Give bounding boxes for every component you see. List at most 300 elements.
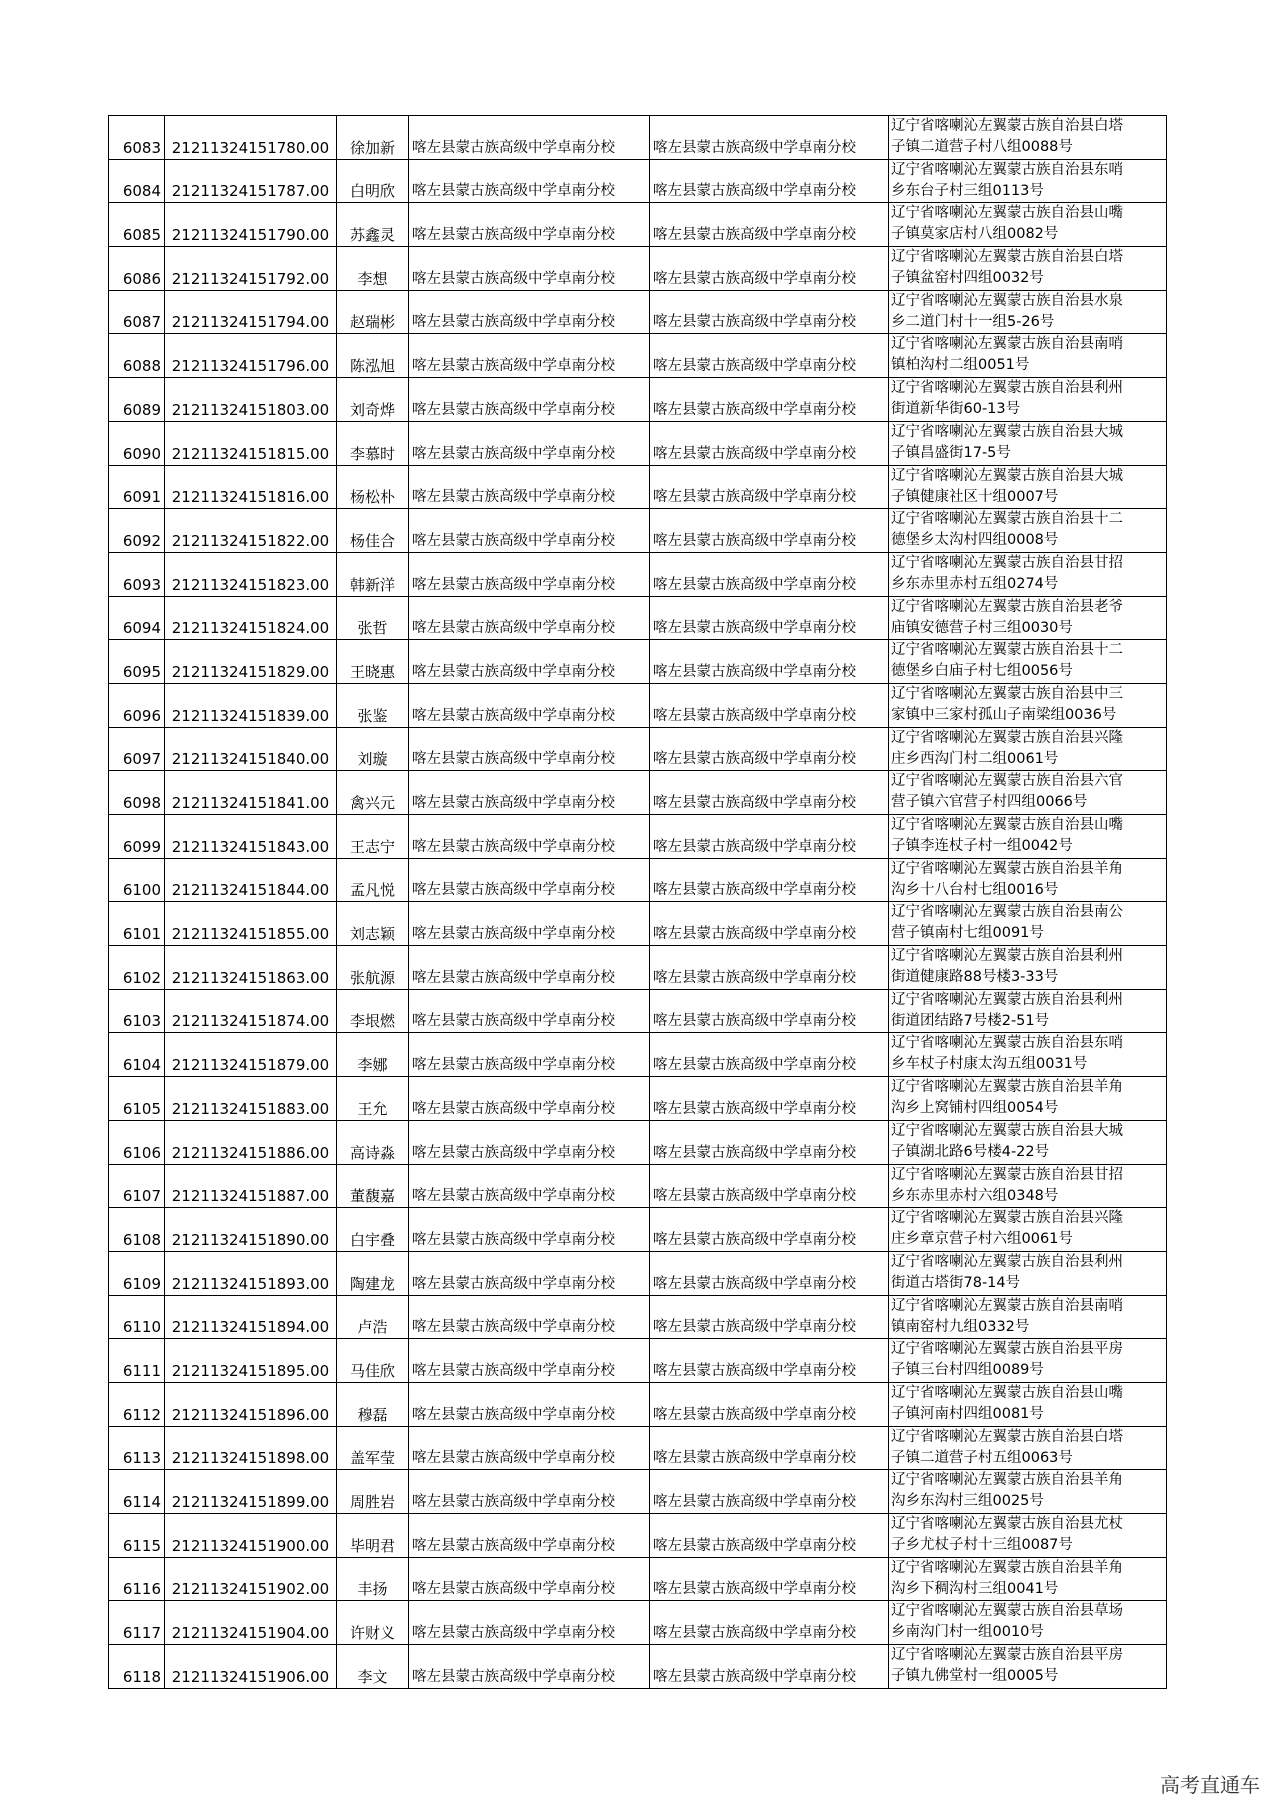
address-line-2: 子镇李连杖子村一组0042号	[891, 838, 1073, 854]
exam-id-cell: 21211324151815.00	[165, 421, 337, 465]
address-cell	[889, 1208, 1167, 1252]
address-line-2: 子镇九佛堂村一组0005号	[891, 1668, 1059, 1685]
seq-cell: 6109	[109, 1251, 165, 1295]
address-cell	[889, 509, 1167, 553]
exam-id-cell: 21211324151816.00	[165, 465, 337, 509]
seq-cell: 6115	[109, 1514, 165, 1558]
address-cell	[889, 1426, 1167, 1470]
address-line-1: 辽宁省喀喇沁左翼蒙古族自治县水泉	[891, 292, 1123, 309]
name-cell: 王晓惠	[337, 640, 409, 684]
table-row	[109, 1208, 1167, 1252]
school-from-cell: 喀左县蒙古族高级中学卓南分校	[409, 815, 650, 859]
name-cell: 李慕时	[337, 421, 409, 465]
school-from-cell: 喀左县蒙古族高级中学卓南分校	[409, 727, 650, 771]
seq-cell: 6107	[109, 1164, 165, 1208]
table-row	[109, 1033, 1167, 1077]
name-cell: 白明欣	[337, 159, 409, 203]
address-line-2: 子镇湖北路6号楼4-22号	[891, 1143, 1050, 1160]
seq-cell: 6096	[109, 683, 165, 727]
address-cell	[889, 858, 1167, 902]
address-cell	[889, 378, 1167, 422]
table-row	[109, 1557, 1167, 1601]
seq-cell: 6100	[109, 858, 165, 902]
address-line-1: 辽宁省喀喇沁左翼蒙古族自治县中三	[891, 685, 1123, 702]
exam-id-cell: 21211324151844.00	[165, 858, 337, 902]
address-line-1: 辽宁省喀喇沁左翼蒙古族自治县老爷	[891, 598, 1123, 615]
exam-id-cell: 21211324151843.00	[165, 815, 337, 859]
table-row	[109, 159, 1167, 203]
address-line-1: 辽宁省喀喇沁左翼蒙古族自治县草场	[891, 1603, 1123, 1620]
school-from-cell: 喀左县蒙古族高级中学卓南分校	[409, 116, 650, 160]
seq-cell: 6097	[109, 727, 165, 771]
address-line-1: 辽宁省喀喇沁左翼蒙古族自治县平房	[891, 1647, 1123, 1664]
address-line-1: 辽宁省喀喇沁左翼蒙古族自治县羊角	[891, 1472, 1123, 1489]
address-line-1: 辽宁省喀喇沁左翼蒙古族自治县六官	[891, 773, 1123, 790]
exam-id-cell: 21211324151855.00	[165, 902, 337, 946]
address-line-1: 辽宁省喀喇沁左翼蒙古族自治县甘招	[891, 1166, 1123, 1183]
address-line-2: 沟乡东沟村三组0025号	[891, 1493, 1044, 1510]
name-cell: 董馥嘉	[337, 1164, 409, 1208]
address-line-1: 辽宁省喀喇沁左翼蒙古族自治县十二	[891, 642, 1123, 659]
address-line-1: 辽宁省喀喇沁左翼蒙古族自治县大城	[891, 1122, 1123, 1139]
address-line-2: 子镇二道营子村八组0088号	[891, 139, 1073, 155]
table-row	[109, 1601, 1167, 1645]
seq-cell: 6091	[109, 465, 165, 509]
table-row	[109, 1251, 1167, 1295]
exam-id-cell: 21211324151840.00	[165, 727, 337, 771]
exam-id-cell: 21211324151894.00	[165, 1295, 337, 1339]
school-from-cell: 喀左县蒙古族高级中学卓南分校	[409, 465, 650, 509]
address-line-2: 沟乡十八台村七组0016号	[891, 881, 1059, 898]
name-cell: 杨佳合	[337, 509, 409, 553]
name-cell: 张哲	[337, 596, 409, 640]
school-from-cell: 喀左县蒙古族高级中学卓南分校	[409, 1295, 650, 1339]
school-from-cell: 喀左县蒙古族高级中学卓南分校	[409, 946, 650, 990]
name-cell: 卢浩	[337, 1295, 409, 1339]
address-line-2: 子镇三台村四组0089号	[891, 1362, 1044, 1379]
table-row	[109, 1164, 1167, 1208]
seq-cell: 6088	[109, 334, 165, 378]
school-to-cell: 喀左县蒙古族高级中学卓南分校	[650, 1251, 889, 1295]
seq-cell: 6103	[109, 989, 165, 1033]
school-to-cell: 喀左县蒙古族高级中学卓南分校	[650, 159, 889, 203]
school-from-cell: 喀左县蒙古族高级中学卓南分校	[409, 159, 650, 203]
address-line-2: 乡二道门村十一组5-26号	[891, 313, 1055, 330]
seq-cell: 6093	[109, 552, 165, 596]
address-line-2: 庄乡章京营子村六组0061号	[891, 1231, 1073, 1248]
address-cell	[889, 552, 1167, 596]
school-from-cell: 喀左县蒙古族高级中学卓南分校	[409, 1557, 650, 1601]
exam-id-cell: 21211324151900.00	[165, 1514, 337, 1558]
name-cell: 李娜	[337, 1033, 409, 1077]
seq-cell: 6104	[109, 1033, 165, 1077]
seq-cell: 6094	[109, 596, 165, 640]
school-to-cell: 喀左县蒙古族高级中学卓南分校	[650, 1033, 889, 1077]
exam-id-cell: 21211324151886.00	[165, 1120, 337, 1164]
address-cell	[889, 1120, 1167, 1164]
school-from-cell: 喀左县蒙古族高级中学卓南分校	[409, 1251, 650, 1295]
name-cell: 赵瑞彬	[337, 290, 409, 334]
school-to-cell: 喀左县蒙古族高级中学卓南分校	[650, 116, 889, 160]
seq-cell: 6116	[109, 1557, 165, 1601]
address-cell	[889, 815, 1167, 859]
address-cell	[889, 1295, 1167, 1339]
school-to-cell: 喀左县蒙古族高级中学卓南分校	[650, 1382, 889, 1426]
seq-cell: 6111	[109, 1339, 165, 1383]
table-row	[109, 771, 1167, 815]
school-to-cell: 喀左县蒙古族高级中学卓南分校	[650, 596, 889, 640]
roster-body	[109, 116, 1167, 1689]
name-cell: 盖军莹	[337, 1426, 409, 1470]
table-row	[109, 946, 1167, 990]
school-to-cell: 喀左县蒙古族高级中学卓南分校	[650, 1208, 889, 1252]
school-from-cell: 喀左县蒙古族高级中学卓南分校	[409, 1164, 650, 1208]
table-row	[109, 815, 1167, 859]
address-line-2: 营子镇六官营子村四组0066号	[891, 794, 1088, 811]
address-line-2: 子乡尤杖子村十三组0087号	[891, 1537, 1073, 1553]
address-cell	[889, 1601, 1167, 1645]
address-line-2: 沟乡上窝铺村四组0054号	[891, 1100, 1059, 1117]
address-line-2: 沟乡下稠沟村三组0041号	[891, 1580, 1059, 1597]
school-to-cell: 喀左县蒙古族高级中学卓南分校	[650, 509, 889, 553]
address-line-1: 辽宁省喀喇沁左翼蒙古族自治县东哨	[891, 161, 1123, 178]
school-to-cell: 喀左县蒙古族高级中学卓南分校	[650, 465, 889, 509]
table-row	[109, 378, 1167, 422]
name-cell: 苏鑫灵	[337, 203, 409, 247]
table-row	[109, 421, 1167, 465]
table-row	[109, 465, 1167, 509]
school-to-cell: 喀左县蒙古族高级中学卓南分校	[650, 203, 889, 247]
school-from-cell: 喀左县蒙古族高级中学卓南分校	[409, 1208, 650, 1252]
address-cell	[889, 1514, 1167, 1558]
address-line-2: 庄乡西沟门村二组0061号	[891, 750, 1059, 767]
address-line-1: 辽宁省喀喇沁左翼蒙古族自治县平房	[891, 1341, 1123, 1358]
address-cell	[889, 465, 1167, 509]
address-line-1: 辽宁省喀喇沁左翼蒙古族自治县东哨	[891, 1035, 1123, 1052]
address-line-1: 辽宁省喀喇沁左翼蒙古族自治县利州	[891, 380, 1123, 397]
address-line-2: 子镇莫家店村八组0082号	[891, 226, 1059, 243]
school-to-cell: 喀左县蒙古族高级中学卓南分校	[650, 815, 889, 859]
school-from-cell: 喀左县蒙古族高级中学卓南分校	[409, 1601, 650, 1645]
address-line-1: 辽宁省喀喇沁左翼蒙古族自治县甘招	[891, 554, 1123, 571]
seq-cell: 6108	[109, 1208, 165, 1252]
school-to-cell: 喀左县蒙古族高级中学卓南分校	[650, 1077, 889, 1121]
address-cell	[889, 771, 1167, 815]
school-to-cell: 喀左县蒙古族高级中学卓南分校	[650, 946, 889, 990]
seq-cell: 6118	[109, 1645, 165, 1689]
seq-cell: 6086	[109, 247, 165, 291]
address-cell	[889, 727, 1167, 771]
exam-id-cell: 21211324151899.00	[165, 1470, 337, 1514]
school-from-cell: 喀左县蒙古族高级中学卓南分校	[409, 1426, 650, 1470]
seq-cell: 6117	[109, 1601, 165, 1645]
address-line-1: 辽宁省喀喇沁左翼蒙古族自治县南哨	[891, 336, 1123, 353]
address-cell	[889, 1251, 1167, 1295]
school-from-cell: 喀左县蒙古族高级中学卓南分校	[409, 1033, 650, 1077]
name-cell: 刘奇烨	[337, 378, 409, 422]
school-from-cell: 喀左县蒙古族高级中学卓南分校	[409, 1382, 650, 1426]
address-line-2: 乡东赤里赤村六组0348号	[891, 1187, 1059, 1204]
seq-cell: 6095	[109, 640, 165, 684]
address-line-1: 辽宁省喀喇沁左翼蒙古族自治县利州	[891, 991, 1123, 1008]
table-row	[109, 727, 1167, 771]
exam-id-cell: 21211324151906.00	[165, 1645, 337, 1689]
school-to-cell: 喀左县蒙古族高级中学卓南分校	[650, 858, 889, 902]
exam-id-cell: 21211324151796.00	[165, 334, 337, 378]
school-from-cell: 喀左县蒙古族高级中学卓南分校	[409, 1120, 650, 1164]
address-line-2: 子镇昌盛街17-5号	[891, 444, 1011, 461]
exam-id-cell: 21211324151780.00	[165, 116, 337, 160]
address-line-2: 子镇盆窑村四组0032号	[891, 270, 1044, 287]
school-to-cell: 喀左县蒙古族高级中学卓南分校	[650, 727, 889, 771]
school-to-cell: 喀左县蒙古族高级中学卓南分校	[650, 421, 889, 465]
address-cell	[889, 989, 1167, 1033]
address-line-2: 街道新华街60-13号	[891, 401, 1021, 418]
school-from-cell: 喀左县蒙古族高级中学卓南分校	[409, 552, 650, 596]
name-cell: 李垠燃	[337, 989, 409, 1033]
name-cell: 张航源	[337, 946, 409, 990]
school-to-cell: 喀左县蒙古族高级中学卓南分校	[650, 1339, 889, 1383]
address-line-1: 辽宁省喀喇沁左翼蒙古族自治县利州	[891, 1253, 1123, 1270]
school-to-cell: 喀左县蒙古族高级中学卓南分校	[650, 1164, 889, 1208]
name-cell: 王志宁	[337, 815, 409, 859]
address-line-1: 辽宁省喀喇沁左翼蒙古族自治县白塔	[891, 118, 1123, 134]
seq-cell: 6083	[109, 116, 165, 160]
name-cell: 陈泓旭	[337, 334, 409, 378]
school-to-cell: 喀左县蒙古族高级中学卓南分校	[650, 1426, 889, 1470]
address-line-2: 子镇二道营子村五组0063号	[891, 1449, 1073, 1466]
address-cell	[889, 290, 1167, 334]
exam-id-cell: 21211324151890.00	[165, 1208, 337, 1252]
exam-id-cell: 21211324151874.00	[165, 989, 337, 1033]
exam-id-cell: 21211324151839.00	[165, 683, 337, 727]
exam-id-cell: 21211324151879.00	[165, 1033, 337, 1077]
school-to-cell: 喀左县蒙古族高级中学卓南分校	[650, 1645, 889, 1689]
school-to-cell: 喀左县蒙古族高级中学卓南分校	[650, 989, 889, 1033]
name-cell: 王允	[337, 1077, 409, 1121]
name-cell: 张鉴	[337, 683, 409, 727]
school-from-cell: 喀左县蒙古族高级中学卓南分校	[409, 1645, 650, 1689]
address-line-2: 镇柏沟村二组0051号	[891, 357, 1030, 374]
school-from-cell: 喀左县蒙古族高级中学卓南分校	[409, 1470, 650, 1514]
school-from-cell: 喀左县蒙古族高级中学卓南分校	[409, 858, 650, 902]
watermark-text: 高考直通车	[1160, 1773, 1260, 1797]
exam-id-cell: 21211324151792.00	[165, 247, 337, 291]
exam-id-cell: 21211324151790.00	[165, 203, 337, 247]
exam-id-cell: 21211324151823.00	[165, 552, 337, 596]
exam-id-cell: 21211324151787.00	[165, 159, 337, 203]
address-cell	[889, 640, 1167, 684]
table-row	[109, 989, 1167, 1033]
name-cell: 马佳欣	[337, 1339, 409, 1383]
name-cell: 白宇叠	[337, 1208, 409, 1252]
address-line-1: 辽宁省喀喇沁左翼蒙古族自治县十二	[891, 511, 1123, 528]
address-cell	[889, 334, 1167, 378]
school-from-cell: 喀左县蒙古族高级中学卓南分校	[409, 902, 650, 946]
address-cell	[889, 902, 1167, 946]
address-line-1: 辽宁省喀喇沁左翼蒙古族自治县利州	[891, 948, 1123, 965]
address-line-2: 庙镇安德营子村三组0030号	[891, 619, 1073, 636]
table-row	[109, 552, 1167, 596]
exam-id-cell: 21211324151883.00	[165, 1077, 337, 1121]
address-line-1: 辽宁省喀喇沁左翼蒙古族自治县南哨	[891, 1297, 1123, 1314]
seq-cell: 6110	[109, 1295, 165, 1339]
name-cell: 李文	[337, 1645, 409, 1689]
seq-cell: 6085	[109, 203, 165, 247]
address-cell	[889, 116, 1167, 160]
address-line-2: 子镇健康社区十组0007号	[891, 488, 1059, 505]
table-row	[109, 116, 1167, 160]
table-row	[109, 334, 1167, 378]
address-line-1: 辽宁省喀喇沁左翼蒙古族自治县尤杖	[891, 1516, 1123, 1532]
table-row	[109, 1426, 1167, 1470]
exam-id-cell: 21211324151893.00	[165, 1251, 337, 1295]
address-line-2: 乡车杖子村康太沟五组0031号	[891, 1056, 1088, 1073]
school-to-cell: 喀左县蒙古族高级中学卓南分校	[650, 290, 889, 334]
school-from-cell: 喀左县蒙古族高级中学卓南分校	[409, 771, 650, 815]
exam-id-cell: 21211324151898.00	[165, 1426, 337, 1470]
address-line-1: 辽宁省喀喇沁左翼蒙古族自治县白塔	[891, 249, 1123, 266]
school-from-cell: 喀左县蒙古族高级中学卓南分校	[409, 290, 650, 334]
name-cell: 徐加新	[337, 116, 409, 160]
address-line-2: 家镇中三家村孤山子南梁组0036号	[891, 706, 1117, 723]
seq-cell: 6113	[109, 1426, 165, 1470]
seq-cell: 6090	[109, 421, 165, 465]
address-line-1: 辽宁省喀喇沁左翼蒙古族自治县白塔	[891, 1428, 1123, 1445]
school-from-cell: 喀左县蒙古族高级中学卓南分校	[409, 596, 650, 640]
school-to-cell: 喀左县蒙古族高级中学卓南分校	[650, 771, 889, 815]
address-cell	[889, 946, 1167, 990]
exam-id-cell: 21211324151896.00	[165, 1382, 337, 1426]
school-to-cell: 喀左县蒙古族高级中学卓南分校	[650, 1470, 889, 1514]
school-to-cell: 喀左县蒙古族高级中学卓南分校	[650, 334, 889, 378]
address-cell	[889, 203, 1167, 247]
name-cell: 许财义	[337, 1601, 409, 1645]
address-cell	[889, 1470, 1167, 1514]
address-line-1: 辽宁省喀喇沁左翼蒙古族自治县兴隆	[891, 1210, 1123, 1227]
seq-cell: 6089	[109, 378, 165, 422]
table-row	[109, 1382, 1167, 1426]
table-row	[109, 1339, 1167, 1383]
school-from-cell: 喀左县蒙古族高级中学卓南分校	[409, 1077, 650, 1121]
address-line-2: 乡东赤里赤村五组0274号	[891, 575, 1059, 592]
address-cell	[889, 596, 1167, 640]
exam-id-cell: 21211324151822.00	[165, 509, 337, 553]
table-row	[109, 858, 1167, 902]
school-to-cell: 喀左县蒙古族高级中学卓南分校	[650, 247, 889, 291]
address-cell	[889, 247, 1167, 291]
school-to-cell: 喀左县蒙古族高级中学卓南分校	[650, 1120, 889, 1164]
address-cell	[889, 1557, 1167, 1601]
school-from-cell: 喀左县蒙古族高级中学卓南分校	[409, 989, 650, 1033]
seq-cell: 6112	[109, 1382, 165, 1426]
exam-id-cell: 21211324151863.00	[165, 946, 337, 990]
school-to-cell: 喀左县蒙古族高级中学卓南分校	[650, 1557, 889, 1601]
seq-cell: 6092	[109, 509, 165, 553]
school-to-cell: 喀左县蒙古族高级中学卓南分校	[650, 683, 889, 727]
name-cell: 陶建龙	[337, 1251, 409, 1295]
table-row	[109, 1120, 1167, 1164]
table-row	[109, 1645, 1167, 1689]
seq-cell: 6105	[109, 1077, 165, 1121]
address-line-1: 辽宁省喀喇沁左翼蒙古族自治县大城	[891, 423, 1123, 440]
name-cell: 禽兴元	[337, 771, 409, 815]
exam-id-cell: 21211324151902.00	[165, 1557, 337, 1601]
address-line-2: 子镇河南村四组0081号	[891, 1405, 1044, 1422]
address-line-2: 街道团结路7号楼2-51号	[891, 1012, 1050, 1029]
school-from-cell: 喀左县蒙古族高级中学卓南分校	[409, 683, 650, 727]
table-row	[109, 1514, 1167, 1558]
exam-id-cell: 21211324151824.00	[165, 596, 337, 640]
table-row	[109, 683, 1167, 727]
name-cell: 杨松朴	[337, 465, 409, 509]
address-cell	[889, 1077, 1167, 1121]
exam-id-cell: 21211324151794.00	[165, 290, 337, 334]
address-line-1: 辽宁省喀喇沁左翼蒙古族自治县山嘴	[891, 205, 1123, 222]
school-to-cell: 喀左县蒙古族高级中学卓南分校	[650, 1601, 889, 1645]
seq-cell: 6114	[109, 1470, 165, 1514]
name-cell: 孟凡悦	[337, 858, 409, 902]
seq-cell: 6102	[109, 946, 165, 990]
name-cell: 刘璇	[337, 727, 409, 771]
school-to-cell: 喀左县蒙古族高级中学卓南分校	[650, 640, 889, 684]
name-cell: 丰扬	[337, 1557, 409, 1601]
exam-id-cell: 21211324151887.00	[165, 1164, 337, 1208]
school-to-cell: 喀左县蒙古族高级中学卓南分校	[650, 1514, 889, 1558]
school-from-cell: 喀左县蒙古族高级中学卓南分校	[409, 247, 650, 291]
address-line-1: 辽宁省喀喇沁左翼蒙古族自治县山嘴	[891, 1384, 1123, 1401]
school-from-cell: 喀左县蒙古族高级中学卓南分校	[409, 1339, 650, 1383]
address-cell	[889, 1645, 1167, 1689]
seq-cell: 6098	[109, 771, 165, 815]
school-to-cell: 喀左县蒙古族高级中学卓南分校	[650, 902, 889, 946]
school-to-cell: 喀左县蒙古族高级中学卓南分校	[650, 1295, 889, 1339]
table-row	[109, 509, 1167, 553]
school-from-cell: 喀左县蒙古族高级中学卓南分校	[409, 334, 650, 378]
table-row	[109, 596, 1167, 640]
school-from-cell: 喀左县蒙古族高级中学卓南分校	[409, 640, 650, 684]
seq-cell: 6106	[109, 1120, 165, 1164]
table-row	[109, 1295, 1167, 1339]
address-line-2: 营子镇南村七组0091号	[891, 925, 1044, 942]
school-to-cell: 喀左县蒙古族高级中学卓南分校	[650, 552, 889, 596]
address-line-1: 辽宁省喀喇沁左翼蒙古族自治县羊角	[891, 860, 1123, 877]
seq-cell: 6101	[109, 902, 165, 946]
table-row	[109, 902, 1167, 946]
address-line-2: 镇南窑村九组0332号	[891, 1318, 1030, 1335]
address-line-1: 辽宁省喀喇沁左翼蒙古族自治县羊角	[891, 1559, 1123, 1576]
exam-id-cell: 21211324151803.00	[165, 378, 337, 422]
address-cell	[889, 683, 1167, 727]
exam-id-cell: 21211324151829.00	[165, 640, 337, 684]
school-from-cell: 喀左县蒙古族高级中学卓南分校	[409, 509, 650, 553]
exam-id-cell: 21211324151895.00	[165, 1339, 337, 1383]
table-row	[109, 290, 1167, 334]
seq-cell: 6084	[109, 159, 165, 203]
address-line-2: 乡南沟门村一组0010号	[891, 1624, 1044, 1641]
address-line-1: 辽宁省喀喇沁左翼蒙古族自治县山嘴	[891, 817, 1123, 833]
name-cell: 韩新洋	[337, 552, 409, 596]
address-line-1: 辽宁省喀喇沁左翼蒙古族自治县羊角	[891, 1079, 1123, 1096]
address-cell	[889, 421, 1167, 465]
address-cell	[889, 1382, 1167, 1426]
roster-table	[108, 115, 1167, 1689]
table-row	[109, 247, 1167, 291]
address-line-2: 德堡乡太沟村四组0008号	[891, 532, 1059, 549]
table-row	[109, 640, 1167, 684]
address-line-1: 辽宁省喀喇沁左翼蒙古族自治县兴隆	[891, 729, 1123, 746]
table-row	[109, 203, 1167, 247]
